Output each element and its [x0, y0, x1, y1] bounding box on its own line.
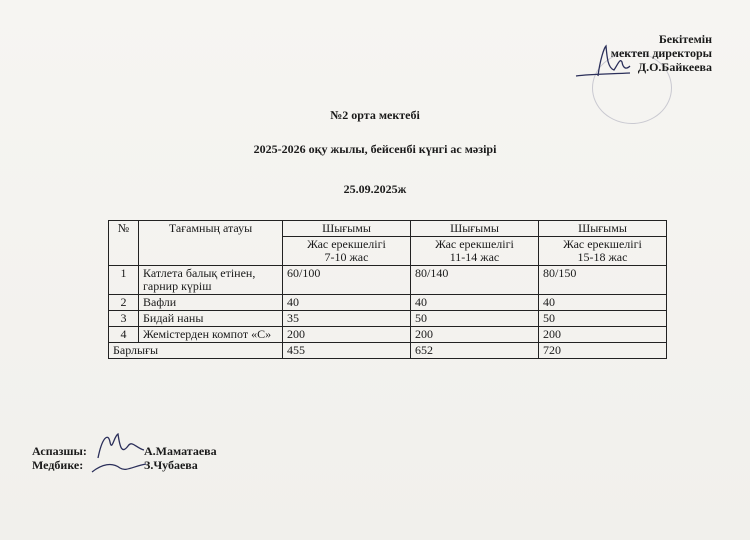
menu-subtitle: 2025-2026 оқу жылы, бейсенбі күнгі ас мәзірі: [253, 142, 497, 156]
dish-name: Вафли: [139, 295, 283, 311]
age-label: Жас ерекшелігі: [435, 237, 514, 251]
approval-title: Бекітемін: [658, 32, 712, 46]
yield-cell: 50: [411, 311, 539, 327]
yield-cell: 40: [411, 295, 539, 311]
col-yield-header: Шығымы: [411, 221, 539, 237]
cook-label: Аспазшы:: [32, 444, 87, 458]
total-cell: 720: [539, 343, 667, 359]
menu-table: [108, 220, 667, 359]
yield-cell: 200: [539, 327, 667, 343]
total-label: Барлығы: [109, 343, 283, 359]
row-number: 1: [109, 266, 139, 295]
col-yield-header: Шығымы: [539, 221, 667, 237]
dish-name: Жемістерден компот «С»: [139, 327, 283, 343]
row-number: 3: [109, 311, 139, 327]
age-group-header: [539, 237, 667, 266]
age-range: 11-14 жас: [449, 250, 500, 264]
table-row: [109, 266, 667, 295]
col-dish-header: Тағамның атауы: [139, 221, 283, 266]
yield-cell: 40: [283, 295, 411, 311]
age-range: 15-18 жас: [577, 250, 628, 264]
yield-cell: 80/150: [539, 266, 667, 295]
total-cell: 455: [283, 343, 411, 359]
age-label: Жас ерекшелігі: [307, 237, 386, 251]
school-title: №2 орта мектебі: [330, 108, 420, 122]
yield-cell: 40: [539, 295, 667, 311]
col-yield-header: Шығымы: [283, 221, 411, 237]
total-cell: 652: [411, 343, 539, 359]
yield-cell: 35: [283, 311, 411, 327]
col-number-header: №: [109, 221, 139, 266]
approval-block: [611, 32, 712, 74]
nurse-name: З.Чубаева: [144, 458, 198, 472]
yield-cell: 50: [539, 311, 667, 327]
approval-position: мектеп директоры: [610, 46, 712, 60]
age-group-header: [283, 237, 411, 266]
yield-cell: 200: [411, 327, 539, 343]
age-range: 7-10 жас: [324, 250, 369, 264]
age-group-header: [411, 237, 539, 266]
dish-name: Бидай наны: [139, 311, 283, 327]
row-number: 2: [109, 295, 139, 311]
row-number: 4: [109, 327, 139, 343]
table-row: [109, 311, 667, 327]
approval-director-name: Д.О.Байкеева: [637, 60, 712, 74]
yield-cell: 80/140: [411, 266, 539, 295]
age-label: Жас ерекшелігі: [563, 237, 642, 251]
table-total-row: [109, 343, 667, 359]
table-row: [109, 295, 667, 311]
table-row: [109, 327, 667, 343]
table-header-row: [109, 221, 667, 237]
yield-cell: 200: [283, 327, 411, 343]
cook-name: А.Маматаева: [144, 444, 217, 458]
yield-cell: 60/100: [283, 266, 411, 295]
dish-name: Катлета балық етінен, гарнир күріш: [139, 266, 283, 295]
nurse-label: Медбике:: [32, 458, 84, 472]
menu-date: 25.09.2025ж: [343, 182, 407, 196]
